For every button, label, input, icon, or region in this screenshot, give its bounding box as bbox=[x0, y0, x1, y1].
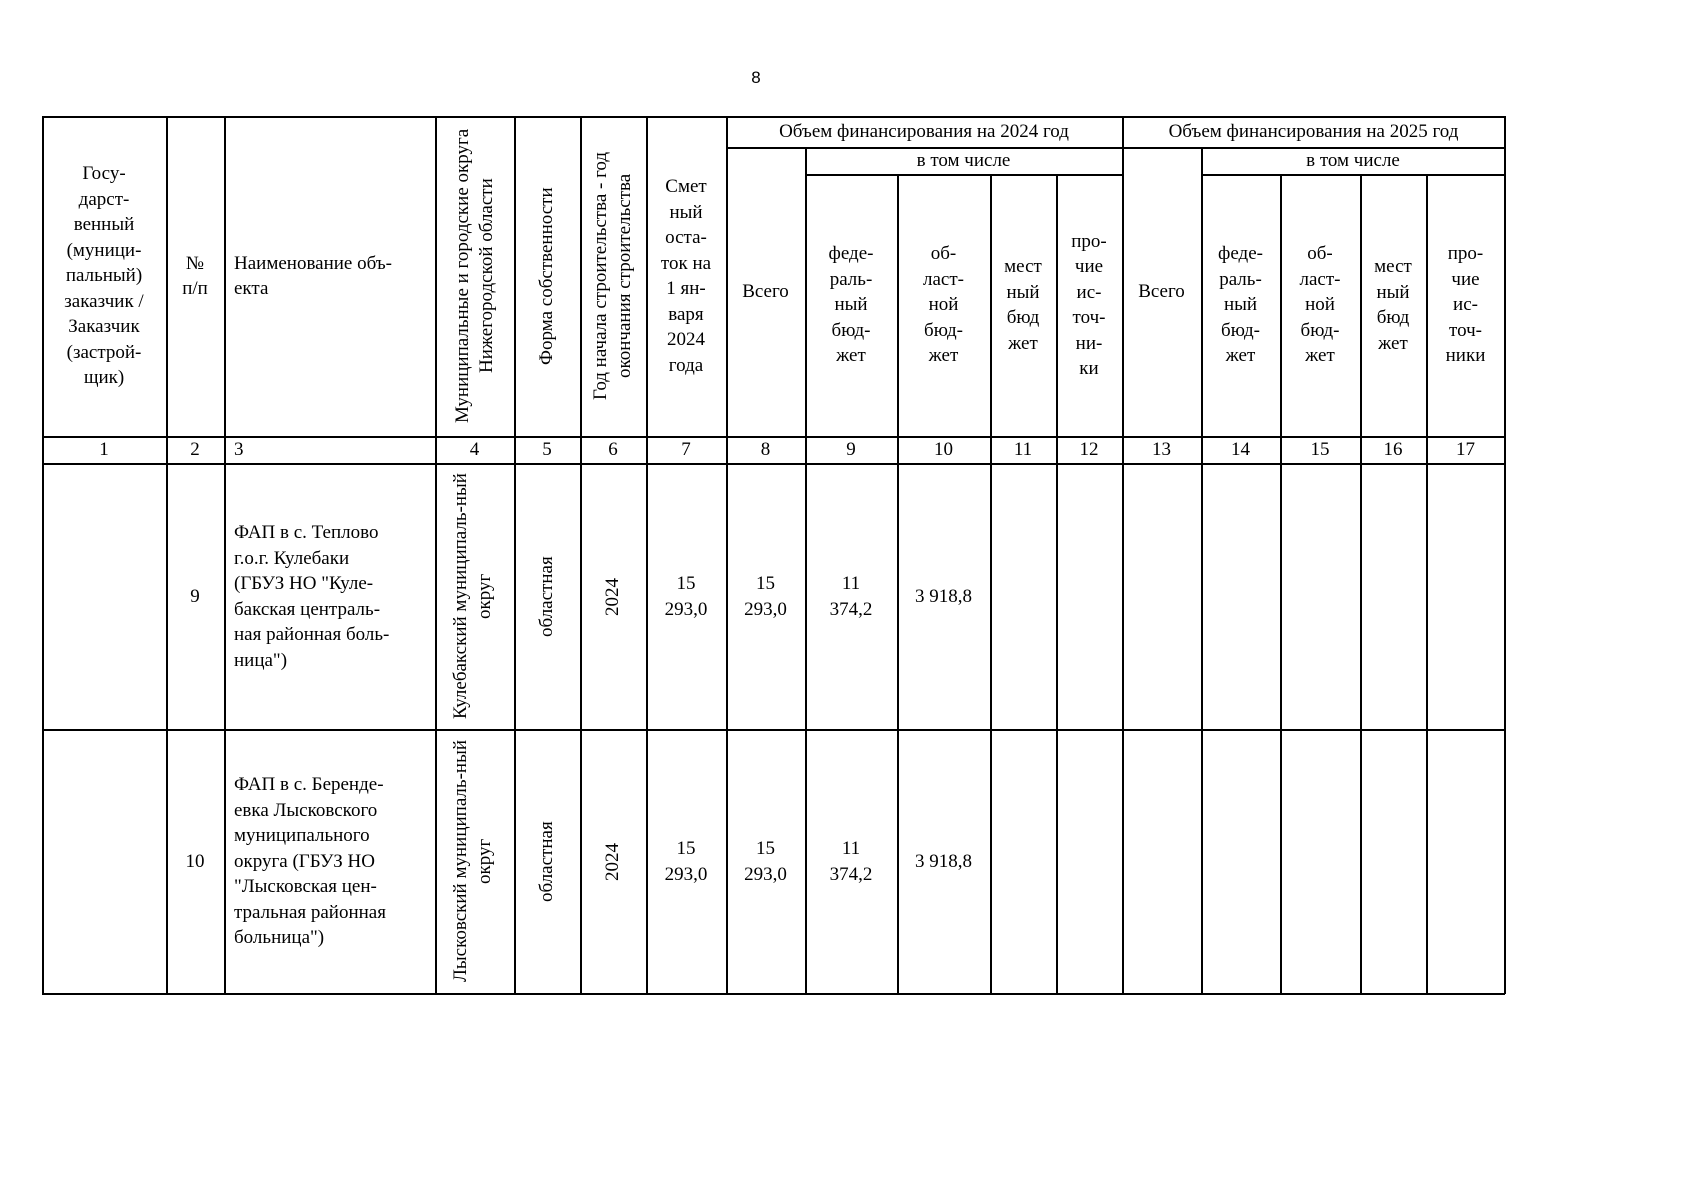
header-including-2025: в том числе bbox=[1306, 149, 1400, 171]
header-other-2025: про- чие ис- точ- ники bbox=[1445, 243, 1486, 367]
row-customer bbox=[42, 464, 166, 729]
row-total-2024: 15 293,0 bbox=[744, 573, 787, 620]
row-years-cell bbox=[580, 730, 646, 993]
column-number: 13 bbox=[1152, 439, 1171, 460]
row-index: 10 bbox=[185, 850, 205, 872]
page-number: 8 bbox=[751, 68, 761, 87]
header-ownership-cell bbox=[514, 116, 580, 436]
header-federal-2024: феде- раль- ный бюд- жет bbox=[828, 243, 874, 367]
header-funding-2024: Объем финансирования на 2024 год bbox=[779, 120, 1069, 142]
row-regional-2024: 3 918,8 bbox=[915, 850, 972, 872]
header-district-cell bbox=[435, 116, 514, 436]
column-number: 7 bbox=[681, 439, 691, 460]
row-ownership: областная bbox=[536, 556, 557, 637]
row-federal-2024: 11 374,2 bbox=[829, 573, 873, 620]
row-object-name-cell bbox=[224, 730, 435, 993]
column-number: 1 bbox=[99, 439, 109, 460]
header-regional-2025: об- ласт- ной бюд- жет bbox=[1299, 243, 1341, 367]
row-object-name: ФАП в с. Беренде- евка Лысковского муниципального округа (ГБУЗ НО "Лысковская цен- тральная районная больница") bbox=[234, 774, 386, 949]
row-estimate: 15 293,0 bbox=[664, 573, 708, 620]
row-object-name: ФАП в с. Теплово г.о.г. Кулебаки (ГБУЗ НО "Куле- бакская централь- ная районная боль- ница") bbox=[234, 522, 390, 671]
header-years-cell bbox=[580, 116, 646, 436]
column-number: 10 bbox=[934, 439, 953, 460]
header-customer: Госу- дарст- венный (муници- пальный) заказчик / Заказчик (застрой- щик) bbox=[64, 163, 144, 389]
row-customer bbox=[42, 730, 166, 993]
row-years: 2024 bbox=[602, 842, 623, 881]
row-district-cell bbox=[435, 464, 514, 729]
column-number: 17 bbox=[1456, 439, 1475, 460]
row-ownership: областная bbox=[536, 821, 557, 902]
row-object-name-cell bbox=[224, 464, 435, 729]
header-including-2024: в том числе bbox=[916, 149, 1011, 171]
row-estimate: 15 293,0 bbox=[664, 838, 708, 885]
row-years-cell bbox=[580, 464, 646, 729]
column-number: 16 bbox=[1383, 439, 1403, 460]
column-number: 14 bbox=[1231, 439, 1250, 460]
header-total-2025: Всего bbox=[1138, 280, 1185, 302]
column-number: 2 bbox=[190, 439, 200, 460]
column-number: 12 bbox=[1079, 439, 1099, 460]
row-ownership-cell bbox=[514, 730, 580, 993]
header-index: № п/п bbox=[182, 252, 208, 299]
row-regional-2024: 3 918,8 bbox=[915, 585, 972, 607]
header-district: Муниципальные и городские округа Нижегородской области bbox=[451, 128, 497, 424]
header-total-2024: Всего bbox=[742, 280, 789, 302]
header-funding-2025: Объем финансирования на 2025 год bbox=[1168, 120, 1459, 142]
header-object-name: Наименование объ- екта bbox=[234, 252, 392, 299]
row-total-2024: 15 293,0 bbox=[744, 838, 787, 885]
row-years: 2024 bbox=[602, 577, 623, 616]
column-number: 8 bbox=[760, 439, 771, 460]
column-number: 15 bbox=[1310, 439, 1330, 460]
row-district: Лысковский муниципаль-ный округ bbox=[449, 740, 495, 983]
row-district: Кулебакский муниципаль-ный округ bbox=[449, 473, 495, 720]
row-federal-2024: 11 374,2 bbox=[829, 838, 873, 885]
header-estimate: Смет ный оста- ток на 1 ян- варя 2024 года bbox=[660, 176, 712, 376]
header-regional-2024: об- ласт- ной бюд- жет bbox=[923, 243, 964, 367]
header-federal-2025: феде- раль- ный бюд- жет bbox=[1218, 243, 1263, 367]
column-number: 11 bbox=[1013, 439, 1033, 460]
column-number: 9 bbox=[846, 439, 856, 460]
column-number: 5 bbox=[542, 439, 552, 460]
header-other-2024: про- чие ис- точ- ни- ки bbox=[1071, 230, 1107, 379]
row-district-cell bbox=[435, 730, 514, 993]
header-local-2024: мест ный бюд жет bbox=[1004, 256, 1042, 354]
row-ownership-cell bbox=[514, 464, 580, 729]
column-number: 4 bbox=[469, 439, 480, 460]
row-index: 9 bbox=[190, 585, 200, 607]
column-number: 6 bbox=[608, 439, 618, 460]
header-years: Год начала строительства - год окончания строительства bbox=[590, 151, 635, 401]
header-ownership: Форма собственности bbox=[536, 187, 557, 365]
table-border-bottom bbox=[42, 993, 1505, 995]
column-number: 3 bbox=[234, 439, 244, 460]
header-local-2025: мест ный бюд жет bbox=[1374, 256, 1412, 354]
